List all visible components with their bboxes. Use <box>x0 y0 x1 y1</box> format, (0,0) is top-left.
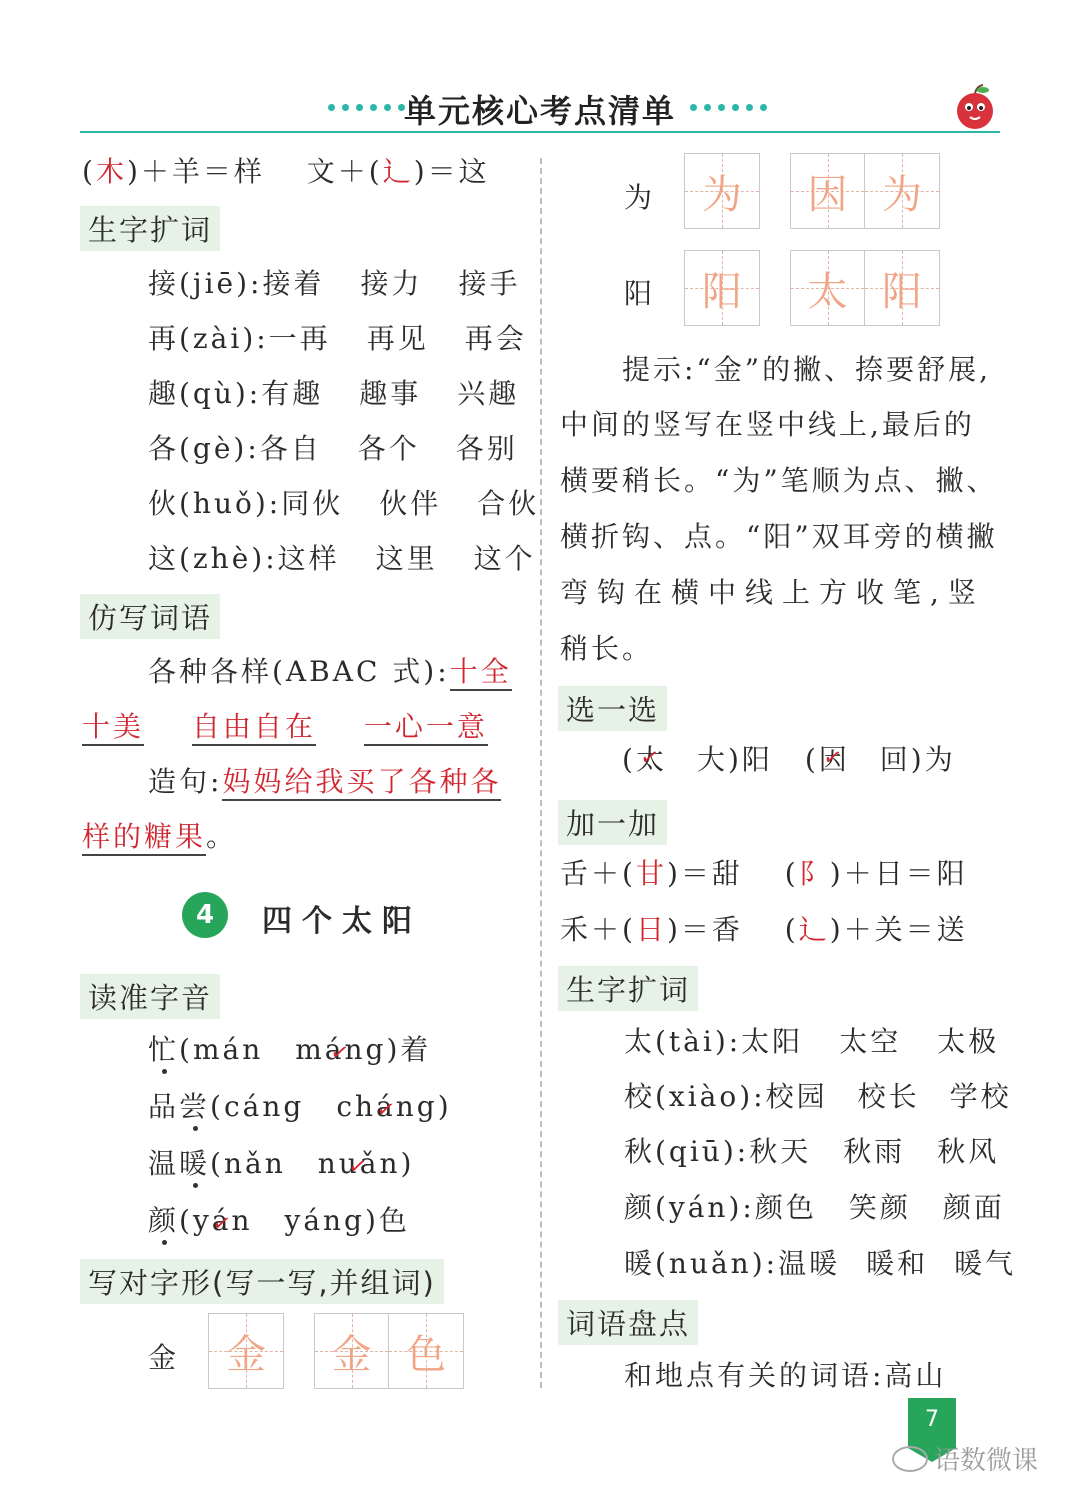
answer: 一心一意 <box>364 710 488 746</box>
section-duzhun: 读准字音 <box>80 974 220 1019</box>
trace-char: 金 <box>226 1331 266 1378</box>
fangxie-answers <box>82 705 488 745</box>
writing-grid <box>208 1313 284 1389</box>
xuan-line <box>622 738 956 778</box>
text: 合伙 <box>477 487 540 520</box>
section-xuan: 选一选 <box>558 686 667 731</box>
dotted-char: 暖 <box>179 1147 211 1180</box>
duzhun-row <box>148 1085 452 1125</box>
lesson-title: 四个太阳 <box>262 904 422 939</box>
column-divider <box>540 158 542 1388</box>
section-kuoci-left: 生字扩词 <box>80 206 220 251</box>
writing-grid <box>314 1313 464 1389</box>
page-header <box>0 82 1080 132</box>
trace-char: 阳 <box>882 268 922 315</box>
writing-grid <box>684 250 760 326</box>
text: 伙伴 <box>379 487 442 520</box>
grid-cell <box>791 251 865 325</box>
text: 接手 <box>458 267 521 300</box>
text: ( <box>622 743 636 776</box>
text: 各别 <box>455 432 518 465</box>
text: )着 <box>386 1033 432 1066</box>
text: ) <box>437 1090 452 1123</box>
section-xiedui: 写对字形(写一写,并组词) <box>80 1259 444 1304</box>
text: 这(zhè):这样 <box>148 542 340 575</box>
pinyin-correct: nuǎn ✓ <box>318 1147 401 1180</box>
tip-line: 稍长。 <box>560 632 654 665</box>
pinyin-option: cáng <box>223 1090 305 1123</box>
write-label: 阳 <box>624 277 656 310</box>
text: ( <box>179 1033 193 1066</box>
writing-grid <box>684 153 760 229</box>
text: 秋雨 <box>843 1135 906 1168</box>
duzhun-row <box>148 1199 410 1239</box>
tip-line: 提示:“金”的撇、捺要舒展, <box>622 353 991 386</box>
trace-char: 太 <box>807 268 848 315</box>
grid-cell <box>791 154 865 228</box>
text: 校(xiào):校园 <box>624 1080 828 1113</box>
pinyin-option: nǎn <box>223 1147 286 1180</box>
answer: 日 <box>635 913 667 946</box>
section-pandian: 词语盘点 <box>558 1300 698 1345</box>
text: 再会 <box>464 322 527 355</box>
text: )色 <box>364 1204 410 1237</box>
writing-grid <box>790 153 940 229</box>
grid-cell <box>685 251 759 325</box>
pandian-line: 和地点有关的词语:高山 <box>624 1359 947 1392</box>
tip-line: 横要稍长。“为”笔顺为点、撇、 <box>560 464 998 497</box>
tip-line: 中间的竖写在竖中线上,最后的 <box>560 408 975 441</box>
trace-char: 金 <box>331 1331 372 1378</box>
text: 趣(qù):有趣 <box>148 377 324 410</box>
kuoci-row <box>148 482 539 522</box>
wechat-icon <box>892 1446 928 1472</box>
text: )为 <box>910 743 956 776</box>
grid-cell <box>315 1314 389 1388</box>
text: )＋羊＝样 <box>126 155 265 188</box>
lesson-number-badge: 4 <box>182 892 228 938</box>
kuoci-row <box>624 1186 1005 1226</box>
header-rule <box>80 131 1000 133</box>
jia-row <box>560 852 968 892</box>
text: ) <box>400 1147 415 1180</box>
text: )＝香 <box>666 913 743 946</box>
dotted-char: 尝 <box>179 1090 211 1123</box>
trace-char: 为 <box>882 171 922 218</box>
grid-cell <box>209 1314 283 1388</box>
trace-char: 因 <box>807 171 848 218</box>
text: 这里 <box>375 542 438 575</box>
text: ( <box>179 1204 193 1237</box>
zaoju-label: 造句: <box>148 765 223 798</box>
text: 暖(nuǎn):温暖 <box>624 1247 841 1280</box>
kuoci-row <box>624 1242 1016 1282</box>
text: 学校 <box>949 1080 1012 1113</box>
answer: 辶 <box>798 913 830 946</box>
grid-cell <box>865 154 939 228</box>
text: 太极 <box>937 1025 1000 1058</box>
text: ( <box>784 913 799 946</box>
text: )＝甜 <box>666 857 743 890</box>
grid-cell <box>685 154 759 228</box>
text: 文＋( <box>306 155 383 188</box>
pinyin-option: mán <box>192 1033 264 1066</box>
trace-char: 为 <box>702 171 742 218</box>
kuoci-row <box>148 427 518 467</box>
duzhun-row <box>148 1142 414 1182</box>
text: 颜面 <box>942 1191 1005 1224</box>
pinyin-correct: máng ✓ <box>295 1033 386 1066</box>
dotted-char: 颜 <box>148 1204 180 1237</box>
text: ( <box>82 155 96 188</box>
answer: 甘 <box>635 857 667 890</box>
kuoci-row <box>148 262 521 302</box>
pinyin-correct: cháng ✓ <box>336 1090 437 1123</box>
text: 太(tài):太阳 <box>624 1025 804 1058</box>
pinyin-option: yáng <box>284 1204 365 1237</box>
text: 伙(huǒ):同伙 <box>148 487 344 520</box>
text: 秋(qiū):秋天 <box>624 1135 812 1168</box>
choice-option: 回 <box>879 743 911 776</box>
watermark <box>892 1440 1038 1477</box>
section-fangxie: 仿写词语 <box>80 594 220 639</box>
text: 颜(yán):颜色 <box>624 1191 817 1224</box>
text: 再(zài):一再 <box>148 322 331 355</box>
tip-line: 横折钩、点。“阳”双耳旁的横撇 <box>560 520 998 553</box>
answer: 自由自在 <box>192 710 316 746</box>
text: 接(jiē):接着 <box>148 267 325 300</box>
answer-mu: 木 <box>95 155 127 188</box>
text: 禾＋( <box>560 913 636 946</box>
duzhun-row <box>148 1028 431 1068</box>
text: 再见 <box>366 322 429 355</box>
answer: 十全 <box>450 655 512 691</box>
answer: 阝 <box>798 857 830 890</box>
text: )＝这 <box>413 155 490 188</box>
kuoci-row <box>148 372 519 412</box>
grid-cell <box>865 251 939 325</box>
kuoci-row <box>624 1020 999 1060</box>
answer: 样的糖果 <box>82 820 206 856</box>
text: ( <box>784 857 799 890</box>
text: 太空 <box>839 1025 902 1058</box>
fangxie-line <box>148 650 512 690</box>
text: ( <box>210 1147 224 1180</box>
text: 兴趣 <box>457 377 520 410</box>
text: )＋日＝阳 <box>829 857 968 890</box>
text: 各(gè):各自 <box>148 432 322 465</box>
kuoci-row <box>624 1075 1012 1115</box>
page-title: 单元核心考点清单 <box>403 92 676 130</box>
text: 这个 <box>473 542 536 575</box>
section-jia: 加一加 <box>558 800 667 845</box>
text: 趣事 <box>359 377 422 410</box>
zaoju-line-2 <box>82 815 237 855</box>
text: ( <box>804 743 819 776</box>
write-label: 为 <box>624 181 656 214</box>
text: 接力 <box>360 267 423 300</box>
choice-option: 大 <box>696 743 728 776</box>
text: 校长 <box>857 1080 920 1113</box>
grid-cell <box>389 1314 463 1388</box>
fangxie-label: 各种各样(ABAC 式): <box>148 655 450 688</box>
text: 暖和 <box>866 1247 929 1280</box>
answer-chuo: 辶 <box>382 155 414 188</box>
zaoju-line <box>148 760 501 800</box>
text: 秋风 <box>937 1135 1000 1168</box>
text: 温 <box>148 1147 180 1180</box>
writing-grid <box>790 250 940 326</box>
text: 品 <box>148 1090 180 1123</box>
kuoci-row <box>624 1130 999 1170</box>
jia-row <box>560 908 968 948</box>
text: 暖气 <box>954 1247 1017 1280</box>
apple-mascot-icon <box>950 82 1000 132</box>
answer: 十美 <box>82 710 144 746</box>
text: 各个 <box>357 432 420 465</box>
text: )阳 <box>727 743 773 776</box>
watermark-text: 语数微课 <box>934 1446 1039 1476</box>
text: ( <box>210 1090 224 1123</box>
text: 。 <box>206 820 238 853</box>
trace-char: 色 <box>406 1331 446 1378</box>
dotted-char: 忙 <box>148 1033 180 1066</box>
kuoci-row <box>148 537 536 577</box>
page-number: 7 <box>908 1398 956 1448</box>
choice-correct: 因 ✓ <box>819 738 850 778</box>
kuoci-row <box>148 317 527 357</box>
tip-line: 弯钩在横中线上方收笔,竖 <box>560 576 985 609</box>
section-kuoci-right: 生字扩词 <box>558 966 698 1011</box>
write-label: 金 <box>148 1341 180 1374</box>
text: 舌＋( <box>560 857 636 890</box>
text: 笑颜 <box>848 1191 911 1224</box>
choice-correct: 太 ✓ <box>636 738 667 778</box>
pinyin-correct: yán ✓ <box>193 1204 253 1237</box>
answer: 妈妈给我买了各种各 <box>222 765 501 801</box>
formula-line <box>82 150 490 190</box>
header-dots-right <box>690 104 767 111</box>
text: )＋关＝送 <box>829 913 968 946</box>
trace-char: 阳 <box>702 268 742 315</box>
